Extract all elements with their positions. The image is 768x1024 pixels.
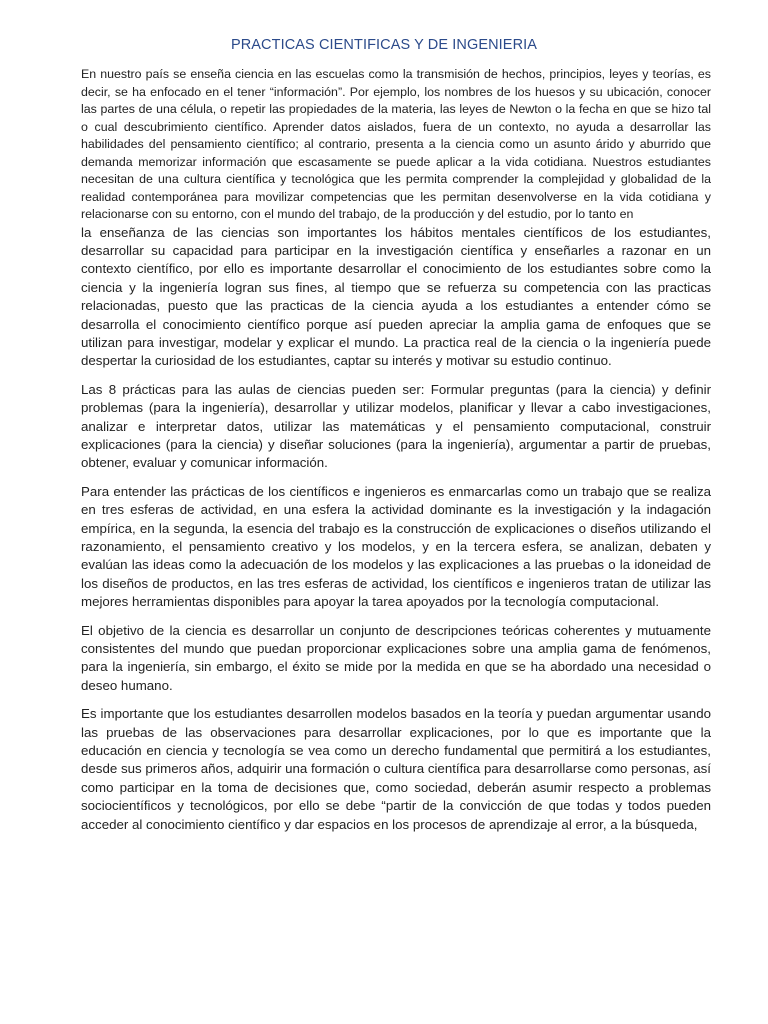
paragraph-4: El objetivo de la ciencia es desarrollar un conjunto de descripciones teóricas coherentes y mutuamente consistentes del mundo que puedan proporcionar explicaciones sobre una amplia gama de fenómenos, para la ingeniería, sin embargo, el éxito se mide por la medida en que se ha abordado una necesidad o deseo humano. — [81, 622, 711, 693]
document-body — [81, 66, 711, 844]
paragraph-1b: la enseñanza de las ciencias son importantes los hábitos mentales científicos de los estudiantes, desarrollar su capacidad para participar en la investigación científica y enseñarles a razonar en un contexto científico, por ello es importante desarrollar el conocimiento de los estudiantes sobre como la ciencia y la ingeniería logran sus fines, al tiempo que se refuerza su competencia con las practicas relacionadas, puesto que las practicas de la ciencia ayuda a los estudiantes a entender cómo se desarrolla el conocimiento científico porque así pueden apreciar la amplia gama de enfoques que se utilizan para investigar, modelar y explicar el mundo. La practica real de la ciencia o la ingeniería puede despertar la curiosidad de los estudiantes, captar su interés y motivar su estudio continuo. — [81, 224, 711, 369]
paragraph-3: Para entender las prácticas de los científicos e ingenieros es enmarcarlas como un trabajo que se realiza en tres esferas de actividad, en una esfera la actividad dominante es la investigación y la indagación empírica, en la segunda, la esencia del trabajo es la construcción de explicaciones o diseños utilizando el razonamiento, el pensamiento creativo y los modelos, y en la tercera esfera, se analizan, debaten y evalúan las ideas como la adecuación de los modelos y las explicaciones a las pruebas o la idoneidad de los diseños de productos, en las tres esferas de actividad, los científicos e ingenieros tratan de utilizar las mejores herramientas disponibles para apoyar la tarea apoyados por la tecnología computacional. — [81, 483, 711, 610]
paragraph-5: Es importante que los estudiantes desarrollen modelos basados en la teoría y puedan argumentar usando las pruebas de las observaciones para desarrollar explicaciones, por lo que es importante que la educación en ciencia y tecnología se vea como un derecho fundamental que permitirá a los estudiantes, desde sus primeros años, adquirir una formación o cultura científica para desarrollarse como personas, así como participar en la toma de decisiones que, como sociedad, deberán asumir respecto a problemas sociocientíficos y tecnológicos, por ello se debe “partir de la convicción de que todas y todos pueden acceder al conocimiento científico y dar espacios en los procesos de aprendizaje al error, a la búsqueda, — [81, 706, 711, 832]
document-title: PRACTICAS CIENTIFICAS Y DE INGENIERIA — [230, 37, 538, 53]
paragraph-1a: En nuestro país se enseña ciencia en las escuelas como la transmisión de hechos, principios, leyes y teorías, es decir, se ha enfocado en el tener “información”. Por ejemplo, los nombres de los huesos y su ubicación, conocer las partes de una célula, o repetir las propiedades de la materia, las leyes de Newton o la fecha en que se hizo tal o cual descubrimiento científico. Aprender datos aislados, fuera de un contexto, no ayuda a desarrollar las habilidades del pensamiento científico; al contrario, presenta a la ciencia como un asunto árido y aburrido que demanda memorizar información que escasamente se puede aplicar a la vida cotidiana. Nuestros estudiantes necesitan de una cultura científica y tecnológica que les permita comprender la complejidad y globalidad de la realidad contemporánea para movilizar competencias que les permitan desenvolverse en la vida cotidiana y relacionarse con su entorno, con el mundo del trabajo, de la producción y del estudio, por lo tanto en — [81, 67, 711, 221]
paragraph-2: Las 8 prácticas para las aulas de ciencias pueden ser: Formular preguntas (para la ciencia) y definir problemas (para la ingeniería), desarrollar y utilizar modelos, planificar y llevar a cabo investigaciones, analizar e interpretar datos, utilizar las matemáticas y el pensamiento computacional, construir explicaciones (para la ciencia) y diseñar soluciones (para la ingeniería), argumentar a partir de pruebas, obtener, evaluar y comunicar información. — [81, 381, 711, 471]
